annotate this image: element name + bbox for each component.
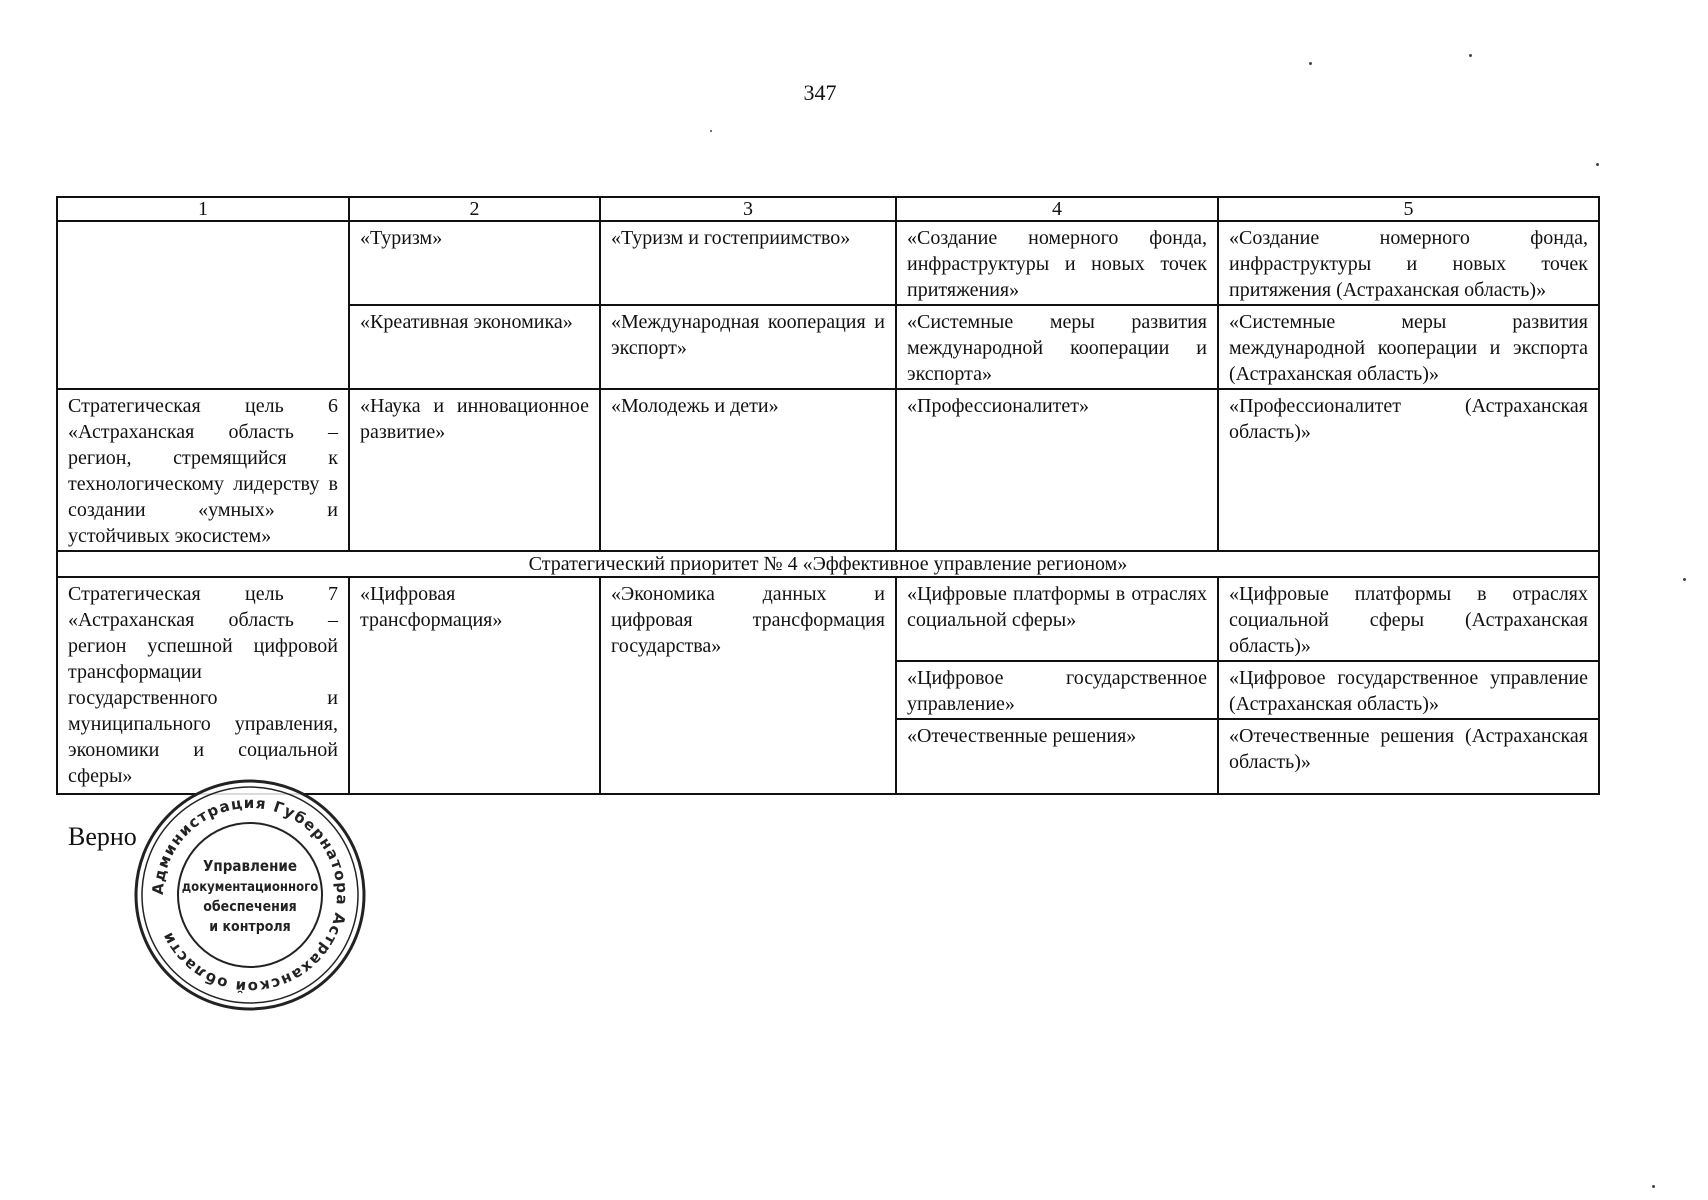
table-cell: «Креативная экономика»: [349, 305, 600, 389]
table-cell: «Системные меры развития международной кооперации и экспорта (Астраханская область)»: [1218, 305, 1599, 389]
scan-speck: [710, 130, 712, 132]
scan-speck: [1469, 54, 1472, 57]
stamp-line: и контроля: [209, 919, 291, 935]
header-cell: 1: [57, 197, 349, 221]
priority-row: [57, 551, 1599, 577]
stamp-line: Управление: [202, 857, 298, 875]
table-cell: «Молодежь и дети»: [600, 389, 896, 551]
stamp-ring-text: Администрация Губернатора Астраханской области: [148, 793, 352, 997]
table-cell: «Туризм и гостеприимство»: [600, 221, 896, 305]
table-cell: «Наука и инновационное развитие»: [349, 389, 600, 551]
header-cell: 3: [600, 197, 896, 221]
table-cell: «Цифровые платформы в отраслях социальной сферы»: [896, 577, 1218, 661]
table-cell: «Профессионалитет (Астраханская область)»: [1218, 389, 1599, 551]
verno-label: Верно: [68, 822, 137, 851]
table-cell: «Экономика данных и цифровая трансформация государства»: [600, 577, 896, 794]
scan-speck: [1596, 163, 1599, 166]
header-cell: 5: [1218, 197, 1599, 221]
table-row: [57, 577, 1599, 661]
strategic-goal-6-cell: Стратегическая цель 6 «Астраханская область – регион, стремящийся к технологическому лидерству в создании «умных» и устойчивых экосистем»: [57, 389, 349, 551]
priority-heading: Стратегический приоритет № 4 «Эффективное управление регионом»: [57, 551, 1599, 577]
empty-goal-cell: [57, 221, 349, 389]
table-cell: «Создание номерного фонда, инфраструктуры и новых точек притяжения»: [896, 221, 1218, 305]
table-cell: «Туризм»: [349, 221, 600, 305]
table-row: [57, 389, 1599, 551]
table-cell: «Профессионалитет»: [896, 389, 1218, 551]
header-cell: 4: [896, 197, 1218, 221]
table-cell: «Цифровые платформы в отраслях социальной сферы (Астраханская область)»: [1218, 577, 1599, 661]
table-cell: «Системные меры развития международной кооперации и экспорта»: [896, 305, 1218, 389]
stamp-line: документационного: [181, 880, 319, 895]
table-cell: «Отечественные решения (Астраханская область)»: [1218, 719, 1599, 794]
scan-speck: [1309, 62, 1312, 65]
strategic-goal-7-cell: Стратегическая цель 7 «Астраханская область – регион успешной цифровой трансформации государственного и муниципального управления, экономики и социальной сферы»: [57, 577, 349, 794]
table-header-row: [57, 197, 1599, 221]
table-row: [57, 221, 1599, 305]
strategy-table: [56, 196, 1600, 795]
table-cell: «Цифровое государственное управление (Астраханская область)»: [1218, 661, 1599, 719]
table-cell: «Цифровая трансформация»: [349, 577, 600, 794]
header-cell: 2: [349, 197, 600, 221]
official-stamp: [130, 775, 370, 1015]
scan-speck: [1683, 578, 1686, 581]
page-number: 347: [803, 80, 837, 105]
table-cell: «Цифровое государственное управление»: [896, 661, 1218, 719]
table-cell: «Отечественные решения»: [896, 719, 1218, 794]
stamp-line: обеспечения: [203, 899, 297, 915]
table-cell: «Международная кооперация и экспорт»: [600, 305, 896, 389]
table-cell: «Создание номерного фонда, инфраструктуры и новых точек притяжения (Астраханская область)»: [1218, 221, 1599, 305]
scan-speck: [1652, 1185, 1655, 1188]
